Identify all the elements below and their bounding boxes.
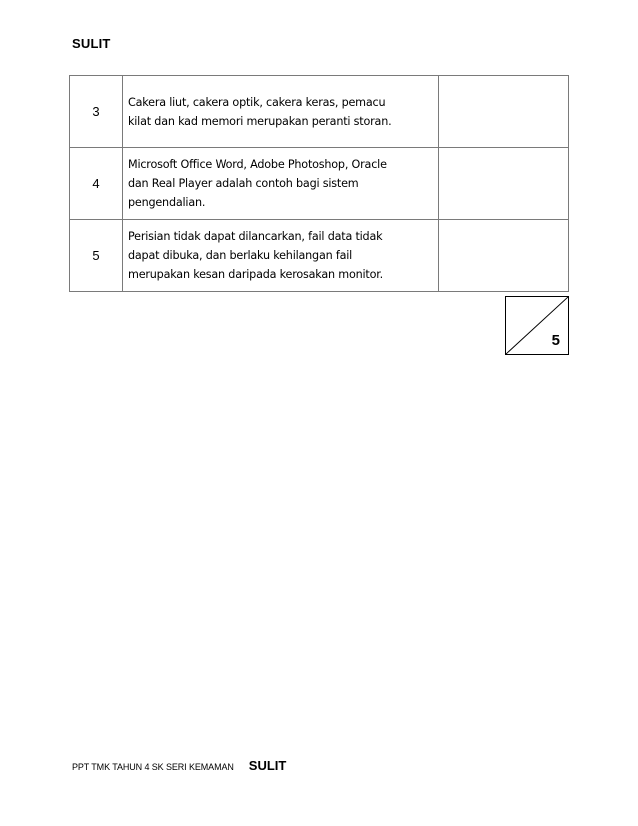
statement-line: Perisian tidak dapat dilancarkan, fail data tidak: [128, 230, 383, 243]
answer-cell[interactable]: [439, 148, 569, 220]
question-row: [70, 220, 569, 292]
footer-school-text: PPT TMK TAHUN 4 SK SERI KEMAMAN: [72, 762, 234, 772]
question-statement: [123, 220, 439, 292]
question-table: [69, 75, 569, 292]
page-footer: [72, 758, 286, 773]
score-box: [505, 296, 569, 355]
question-number: 5: [70, 220, 123, 292]
question-number: 4: [70, 148, 123, 220]
answer-cell[interactable]: [439, 76, 569, 148]
statement-line: kilat dan kad memori merupakan peranti storan.: [128, 114, 392, 128]
question-statement: [123, 148, 439, 220]
score-total: 5: [551, 332, 560, 349]
question-row: [70, 76, 569, 148]
answer-cell[interactable]: [439, 220, 569, 292]
statement-line: pengendalian.: [128, 196, 206, 209]
header-confidential-label: SULIT: [72, 36, 111, 51]
question-row: [70, 148, 569, 220]
statement-line: dapat dibuka, dan berlaku kehilangan fail: [128, 249, 353, 262]
statement-line: merupakan kesan daripada kerosakan monitor.: [128, 268, 383, 281]
footer-confidential-label: SULIT: [248, 758, 287, 773]
statement-line: Cakera liut, cakera optik, cakera keras, pemacu: [128, 95, 386, 109]
question-statement: [123, 76, 439, 148]
statement-line: Microsoft Office Word, Adobe Photoshop, Oracle: [128, 158, 387, 171]
question-number: 3: [70, 76, 123, 148]
statement-line: dan Real Player adalah contoh bagi sistem: [128, 177, 359, 190]
